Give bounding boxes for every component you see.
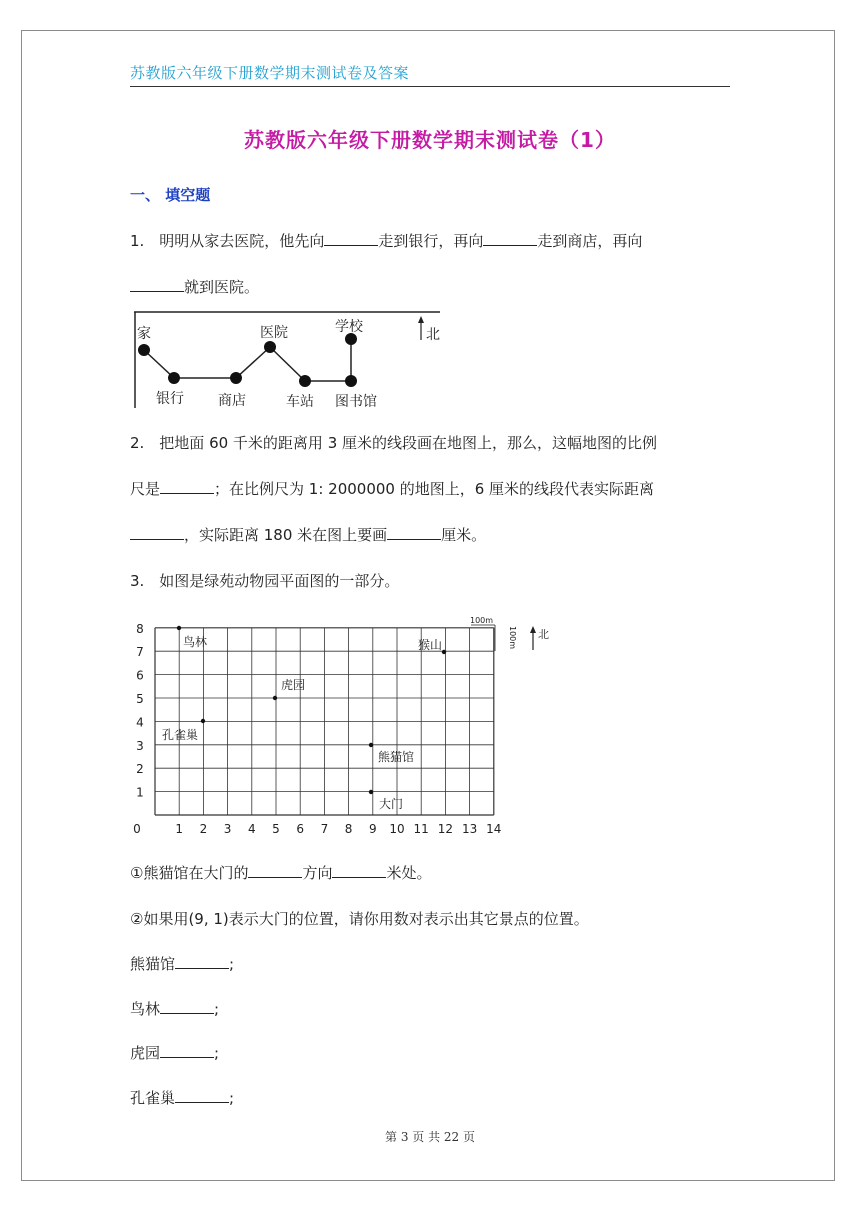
x-tick-label: 9	[368, 822, 377, 836]
bird-forest-dot	[177, 626, 181, 630]
scale-vertical: 100m	[508, 626, 517, 650]
y-tick-label: 2	[136, 762, 144, 777]
answer-bird-blank[interactable]	[160, 998, 214, 1014]
station-dot	[299, 375, 311, 387]
y-tick-label: 6	[136, 668, 144, 683]
x-tick-label: 7	[320, 822, 329, 836]
label-peacock-nest: 孔雀巢	[162, 728, 199, 742]
q3-intro: 3. 如图是绿苑动物园平面图的一部分。	[130, 572, 400, 590]
gate-dot	[369, 790, 373, 794]
label-panda-house: 熊猫馆	[378, 750, 415, 764]
label-gate: 大门	[379, 797, 404, 811]
q3-blank-distance[interactable]	[332, 862, 386, 878]
q3-sub1-a: ①熊猫馆在大门的	[130, 864, 249, 882]
label-bank: 银行	[156, 391, 184, 407]
q2-blank-2[interactable]	[130, 524, 184, 540]
y-tick-label: 1	[136, 785, 144, 800]
peacock-nest-dot	[201, 719, 205, 723]
y-tick-label: 8	[136, 621, 144, 636]
q3-sub1-b: 方向	[302, 864, 333, 882]
q3-sub2: ②如果用(9, 1)表示大门的位置，请你用数对表示出其它景点的位置。	[130, 910, 589, 928]
y-tick-label: 3	[136, 738, 144, 753]
label-north: 北	[426, 327, 440, 343]
q1-line1	[130, 230, 642, 251]
answer-bird	[130, 998, 219, 1019]
x-tick-label: 6	[296, 822, 305, 836]
q2-text-b: ；在比例尺为 1: 2000000 的地图上，6 厘米的线段代表实际距离	[214, 480, 655, 498]
label-tiger-garden: 虎园	[281, 678, 306, 692]
page-title: 苏教版六年级下册数学期末测试卷（1）	[244, 128, 616, 152]
semicolon: ;	[214, 1044, 220, 1062]
route-diagram	[132, 308, 452, 412]
q3-sub1	[130, 862, 431, 883]
header-title: 苏教版六年级下册数学期末测试卷及答案	[130, 64, 410, 82]
panda-house-dot	[369, 743, 373, 747]
q2-text-d: 厘米。	[441, 526, 487, 544]
answer-tiger-label: 虎园	[130, 1044, 161, 1062]
bank-dot	[168, 372, 180, 384]
answer-tiger-blank[interactable]	[160, 1042, 214, 1058]
library-dot	[345, 375, 357, 387]
label-station: 车站	[286, 394, 314, 410]
answer-tiger	[130, 1042, 219, 1063]
q2-text-a: 尺是	[130, 480, 161, 498]
header-rule	[130, 86, 730, 87]
answer-peacock-blank[interactable]	[175, 1087, 229, 1103]
q1-text-a: 1. 明明从家去医院，他先向	[130, 232, 325, 250]
answer-panda-label: 熊猫馆	[130, 955, 176, 973]
q1-text-b: 走到银行，再向	[378, 232, 484, 250]
q2-blank-1[interactable]	[160, 478, 214, 494]
x-tick-label: 0	[133, 822, 141, 836]
label-library: 图书馆	[335, 394, 377, 410]
q3-sub1-c: 米处。	[386, 864, 432, 882]
page-footer: 第 3 页 共 22 页	[385, 1130, 475, 1144]
x-tick-label: 11	[413, 822, 429, 836]
grid-north-label: 北	[538, 628, 549, 641]
x-tick-label: 5	[272, 822, 280, 836]
x-tick-label: 1	[175, 822, 184, 836]
q2-line2	[130, 478, 654, 499]
label-school: 学校	[335, 319, 363, 335]
q2-line3	[130, 524, 486, 545]
scale-horizontal: 100m	[470, 616, 494, 625]
zoo-grid-map	[128, 612, 568, 842]
label-hospital: 医院	[260, 325, 288, 341]
x-tick-label: 13	[461, 822, 478, 836]
x-tick-label: 8	[344, 822, 353, 836]
q1-blank-2[interactable]	[483, 230, 537, 246]
answer-peacock	[130, 1087, 234, 1108]
hospital-dot	[264, 341, 276, 353]
q1-blank-1[interactable]	[324, 230, 378, 246]
x-tick-label: 3	[223, 822, 232, 836]
x-tick-label: 4	[247, 822, 256, 836]
q2-blank-3[interactable]	[387, 524, 441, 540]
grid-lines	[155, 628, 494, 815]
semicolon: ;	[229, 955, 235, 973]
section-heading: 一、 填空题	[130, 186, 211, 204]
q2-line1: 2. 把地面 60 千米的距离用 3 厘米的线段画在地图上，那么，这幅地图的比例	[130, 434, 658, 452]
q3-blank-direction[interactable]	[248, 862, 302, 878]
y-tick-label: 7	[136, 645, 144, 660]
q1-blank-3[interactable]	[130, 276, 184, 292]
answer-panda-blank[interactable]	[175, 953, 229, 969]
semicolon: ;	[214, 1000, 220, 1018]
monkey-hill-dot	[442, 650, 446, 654]
x-tick-label: 14	[486, 822, 502, 836]
label-home: 家	[137, 326, 151, 342]
answer-bird-label: 鸟林	[130, 1000, 161, 1018]
y-tick-label: 5	[136, 692, 144, 706]
q2-text-c: ，实际距离 180 米在图上要画	[184, 526, 388, 544]
semicolon: ;	[229, 1089, 235, 1107]
x-tick-label: 12	[437, 822, 454, 836]
y-tick-label: 4	[136, 715, 144, 730]
q1-text-c: 走到商店，再向	[537, 232, 643, 250]
label-bird-forest: 鸟林	[183, 635, 208, 649]
label-shop: 商店	[218, 393, 246, 409]
shop-dot	[230, 372, 242, 384]
x-tick-label: 10	[389, 822, 405, 836]
q1-line2	[130, 276, 259, 297]
label-monkey-hill: 猴山	[418, 638, 443, 652]
x-tick-label: 2	[199, 822, 208, 836]
home-dot	[138, 344, 150, 356]
answer-peacock-label: 孔雀巢	[130, 1089, 176, 1107]
q1-text-d: 就到医院。	[184, 278, 260, 296]
answer-panda	[130, 953, 234, 974]
tiger-garden-dot	[273, 696, 277, 700]
